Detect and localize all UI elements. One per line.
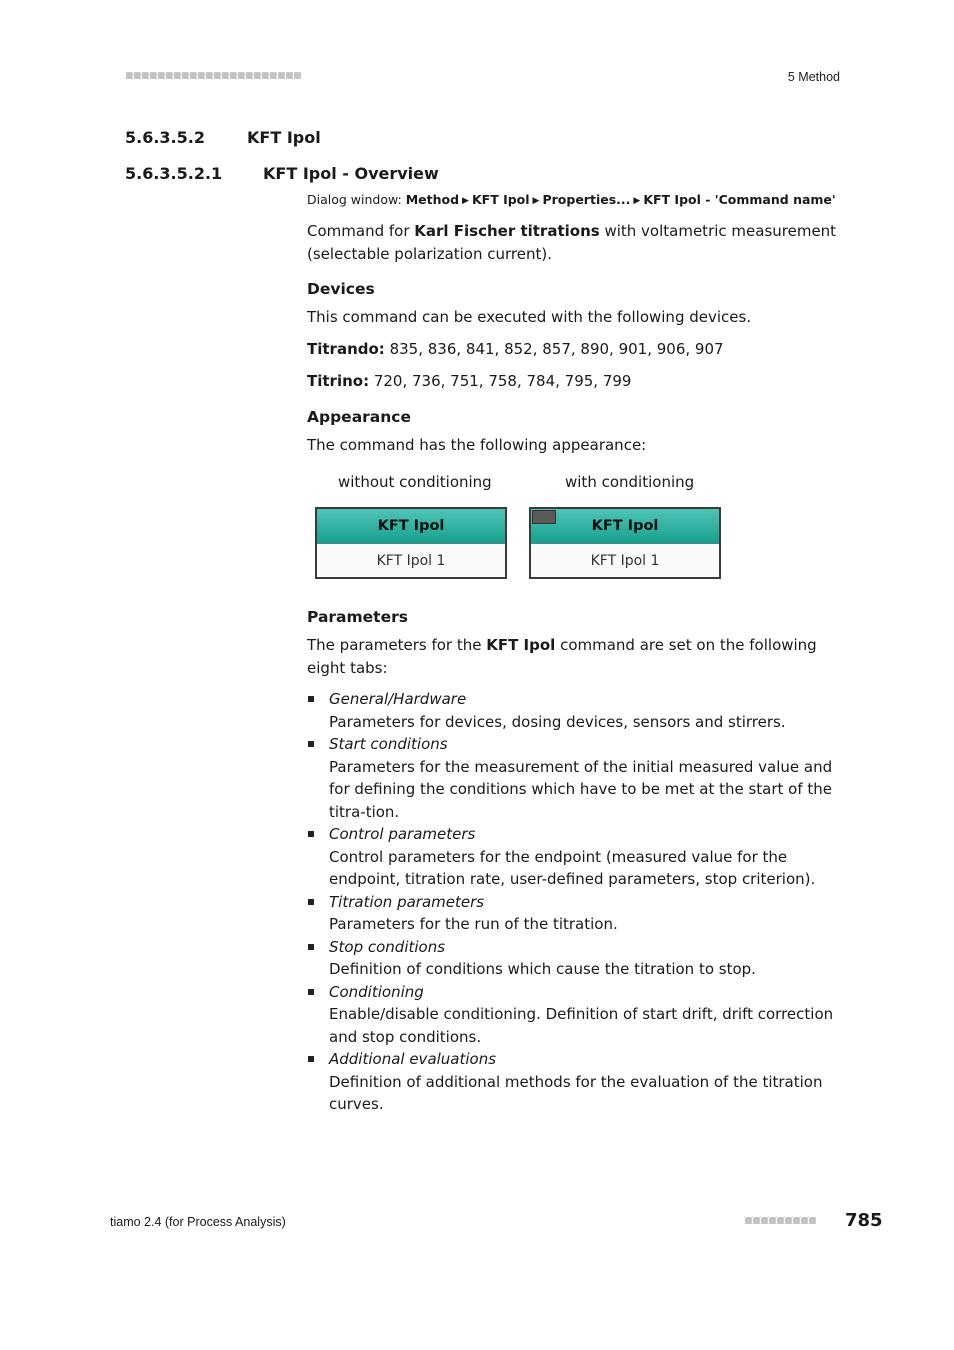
parameters-text-end: command are set on the following eight tabs:: [307, 636, 817, 677]
command-box-title: KFT Ipol: [317, 509, 505, 544]
tab-name: Conditioning: [329, 982, 424, 1001]
section-number: 5.6.3.5.2: [125, 128, 205, 147]
list-item: [307, 688, 847, 733]
tab-name: Additional evaluations: [329, 1050, 497, 1068]
list-item: [307, 936, 847, 981]
command-box-name: KFT Ipol 1: [376, 553, 446, 569]
bullet-icon: [308, 741, 314, 747]
dialog-prefix: Dialog window:: [307, 192, 406, 207]
bullet-icon: [308, 831, 314, 837]
tabs-list: [307, 688, 847, 1116]
intro-text-end: with voltametric measurement (selectable polarization current).: [307, 222, 837, 263]
parameters-intro: [307, 634, 842, 679]
header-decoration: ■■■■■■■■■■■■■■■■■■■■■■: [125, 71, 302, 81]
bullet-icon: [308, 1056, 314, 1062]
list-item: [307, 823, 847, 891]
subsection-title: KFT Ipol - Overview: [263, 164, 439, 183]
tab-description: Enable/disable conditioning. Definition of start drift, drift correction and stop conditions.: [329, 1005, 834, 1046]
bullet-icon: [308, 944, 314, 950]
subsection-number: 5.6.3.5.2.1: [125, 164, 223, 183]
footer-product: tiamo 2.4 (for Process Analysis): [110, 1215, 286, 1229]
list-item: [307, 891, 847, 936]
footer-decoration: ■■■■■■■■■: [744, 1216, 817, 1226]
list-item: [307, 1048, 847, 1116]
appearance-heading: Appearance: [307, 408, 411, 426]
intro-paragraph: [307, 220, 837, 265]
command-box-with-conditioning: [529, 507, 721, 579]
bullet-icon: [308, 989, 314, 995]
label-without-conditioning: without conditioning: [338, 473, 492, 491]
command-box-without-conditioning: [315, 507, 507, 579]
titrino-line: [307, 370, 631, 393]
intro-text: Command for: [307, 222, 415, 240]
bullet-icon: [308, 696, 314, 702]
dialog-path-item: Method: [405, 192, 460, 207]
page-number: 785: [845, 1210, 883, 1231]
appearance-text: The command has the following appearance:: [307, 436, 647, 454]
titrando-line: [307, 338, 724, 361]
arrow-right-icon: ▶: [532, 196, 540, 206]
parameters-heading: Parameters: [307, 608, 408, 626]
list-item: [307, 733, 847, 823]
command-box-title: KFT Ipol: [531, 509, 719, 544]
intro-bold: Karl Fischer titrations: [414, 222, 600, 240]
tab-name: Stop conditions: [329, 937, 446, 956]
tab-name: General/Hardware: [329, 690, 467, 708]
tab-name: Control parameters: [329, 825, 476, 843]
tab-description: Definition of additional methods for the evaluation of the titration curves.: [329, 1072, 823, 1113]
label-with-conditioning: with conditioning: [565, 473, 695, 491]
dialog-path-item: KFT Ipol: [471, 192, 530, 207]
titrando-list: 835, 836, 841, 852, 857, 890, 901, 906, 907: [384, 340, 724, 358]
bullet-icon: [308, 899, 314, 905]
tab-description: Parameters for the run of the titration.: [329, 915, 618, 933]
arrow-right-icon: ▶: [633, 196, 641, 206]
parameters-text: The parameters for the: [307, 636, 487, 654]
header-chapter: 5 Method: [787, 70, 840, 84]
command-box-name: KFT Ipol 1: [590, 553, 660, 569]
dialog-path-item: Properties...: [542, 192, 631, 207]
tab-description: Parameters for devices, dosing devices, sensors and stirrers.: [329, 712, 786, 731]
tab-name: Titration parameters: [329, 892, 485, 911]
devices-text: This command can be executed with the following devices.: [307, 308, 752, 326]
dialog-path-item: KFT Ipol - 'Command name': [643, 192, 836, 207]
conditioning-indicator-icon: [532, 510, 556, 524]
section-title: KFT Ipol: [247, 128, 321, 147]
arrow-right-icon: ▶: [462, 196, 469, 206]
titrino-label: Titrino:: [307, 372, 370, 390]
titrino-list: 720, 736, 751, 758, 784, 795, 799: [369, 372, 632, 390]
parameters-bold: KFT Ipol: [486, 636, 556, 654]
tab-name: Start conditions: [329, 735, 448, 753]
titrando-label: Titrando:: [307, 340, 385, 358]
tab-description: Parameters for the measurement of the initial measured value and for defining the conditions which have to be met at the start of the titra-tion.: [329, 757, 833, 821]
tab-description: Definition of conditions which cause the titration to stop.: [329, 960, 756, 978]
tab-description: Control parameters for the endpoint (measured value for the endpoint, titration rate, user-defined parameters, stop criterion).: [329, 847, 816, 888]
list-item: [307, 981, 847, 1049]
devices-heading: Devices: [307, 280, 375, 298]
dialog-path: [307, 192, 836, 207]
